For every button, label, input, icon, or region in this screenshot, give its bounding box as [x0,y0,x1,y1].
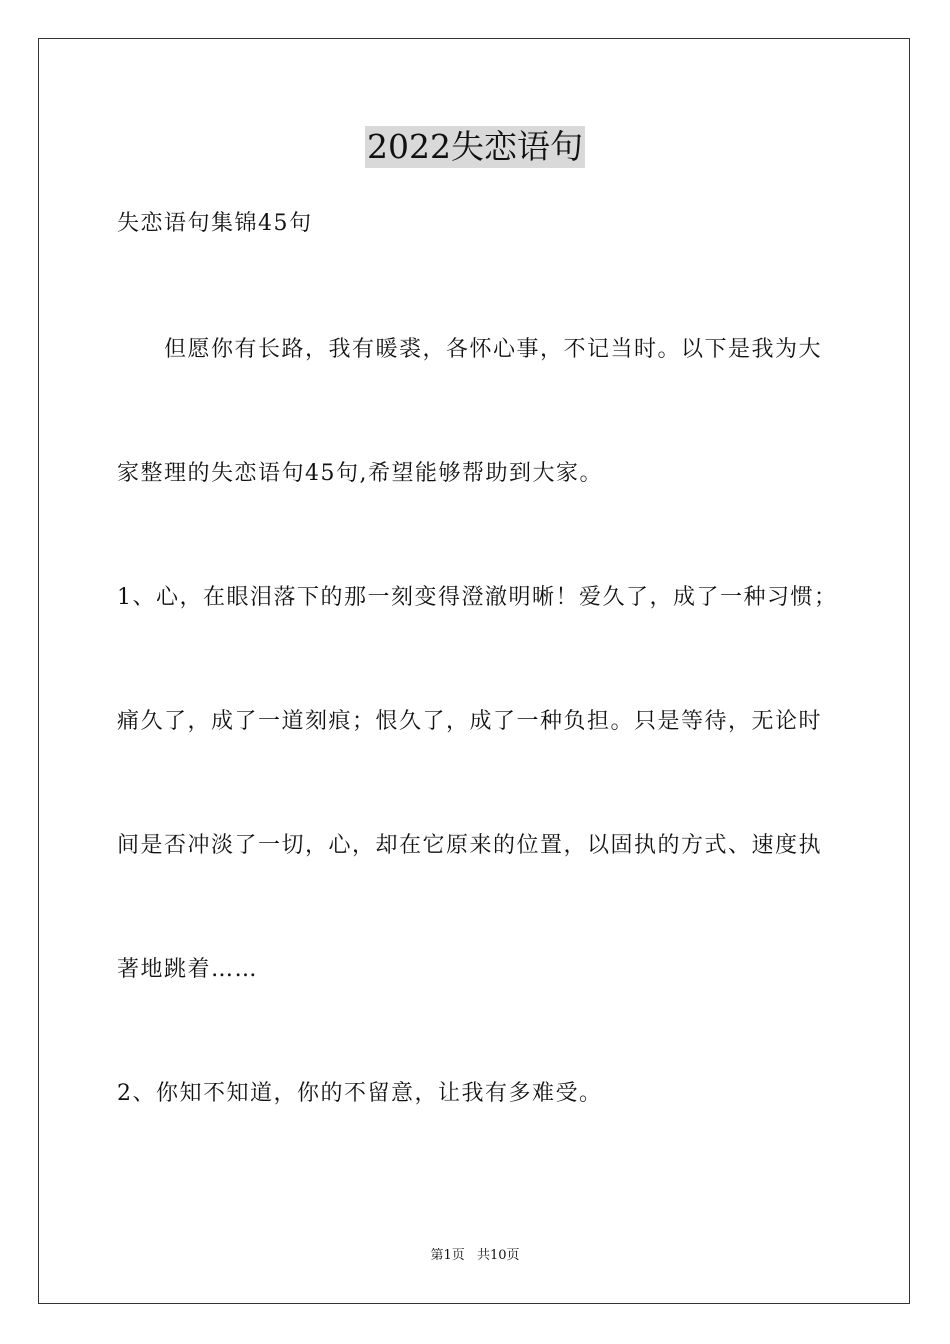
paragraph-line: 但愿你有长路，我有暖裘，各怀心事，不记当时。以下是我为大 [117,337,823,362]
paragraph-line: 著地跳着…… [117,957,259,982]
page-number: 第1页 [430,1248,465,1263]
paragraph-line: 家整理的失恋语句45句,希望能够帮助到大家。 [117,461,603,486]
paragraph-line: 1、心，在眼泪落下的那一刻变得澄澈明晰！爱久了，成了一种习惯； [117,585,838,610]
paragraph-line: 间是否冲淡了一切，心，却在它原来的位置，以固执的方式、速度执 [117,833,823,858]
page-total: 共10页 [476,1248,520,1263]
paragraph-line: 痛久了，成了一道刻痕；恨久了，成了一种负担。只是等待，无论时 [117,709,823,734]
document-title: 2022失恋语句 [367,127,583,166]
paragraph-line: 2、你知不知道，你的不留意，让我有多难受。 [117,1081,603,1106]
page-footer [0,1247,950,1265]
title-container [0,126,950,168]
subtitle-line: 失恋语句集锦45句 [117,211,313,236]
